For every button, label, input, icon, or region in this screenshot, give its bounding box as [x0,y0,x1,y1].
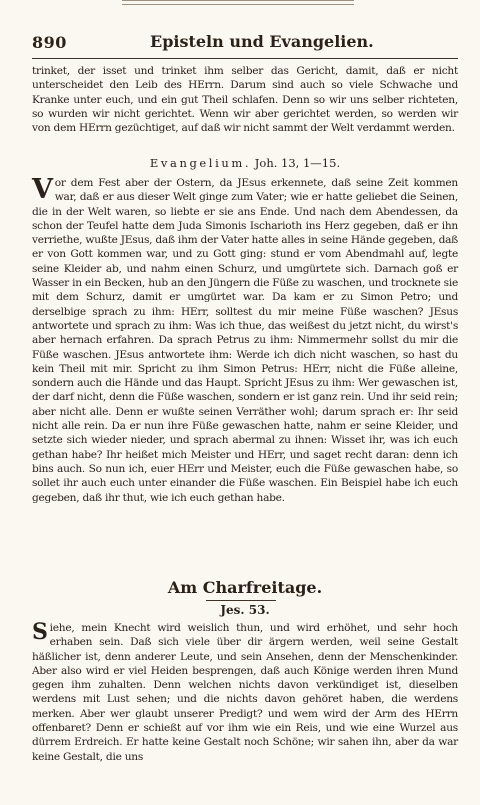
isaiah-reference: Jes. 53. [220,603,270,617]
gospel-text: or dem Fest aber der Ostern, da JEsus erkennete, daß seine Zeit kommen war, daß er aus dieser Welt ginge zum Vater; wie er hatte geliebet die Seinen, die in der Welt waren, so liebte er sie ans Ende. Und nach dem Abendessen, da schon der Teufel hatte dem Juda Simonis Ischarioth ins Herz gegeben, daß er ihn verriethe, wußte JEsus, daß ihm der Vater hatte alles in seine Hände gegeben, daß er von Gott kommen war, und zu Gott ging: stund er vom Abendmahl auf, legte seine Kleider ab, und nahm einen Schurz, und umgürtete sich. Darnach goß er Wasser in ein Becken, hub an den Jüngern die Füße zu waschen, und trocknete sie mit dem Schurz, damit er umgürtet war. Da kam er zu Simon Petro; und derselbige sprach zu ihm: HErr, solltest du mir meine Füße waschen? JEsus antwortete und sprach zu ihm: Was ich thue, das weißest du jetzt nicht, du wirst's aber hernach erfahren. Da sprach Petrus zu ihm: Nimmermehr sollst du mir die Füße waschen. JEsus antwortete ihm: Werde ich dich nicht waschen, so hast du kein Theil mit mir. Spricht zu ihm Simon Petrus: HErr, nicht die Füße alleine, sondern auch die Hände und das Haupt. Spricht JEsus zu ihm: Wer gewaschen ist, der darf nicht, denn die Füße waschen, sondern er ist ganz rein. Und ihr seid rein; aber nicht alle. Denn er wußte seinen Verräther wohl; darum sprach er: Ihr seid nicht alle rein. Da er nun ihre Füße gewaschen hatte, nahm er seine Kleider, und setzte sich wieder nieder, und sprach abermal zu ihnen: Wisset ihr, was ich euch gethan habe? Ihr heißet mich Meister und HErr, und saget recht daran: denn ich bins auch. So nun ich, euer HErr und Meister, euch die Füße gewaschen habe, so sollet ihr auch euch unter einander die Füße waschen. Ein Beispiel habe ich euch gegeben, daß ihr thut, wie ich euch gethan habe. [32,177,459,504]
top-border-fragment [122,0,354,5]
epistle-continuation: trinket, der isset und trinket ihm selber das Gericht, damit, daß er nicht unterscheidet den Leib des HErrn. Darum sind auch so viele Schwache und Kranke unter euch, und ein gut Theil schlafen. Denn so wir uns selber richteten, so wurden wir nicht gerichtet. Wenn wir aber gerichtet werden, so werden wir von dem HErrn gezüchtiget, auf daß wir nicht sammt der Welt verdammt werden. [32,65,458,135]
running-head [32,33,458,57]
page-number: 890 [32,33,67,52]
header-rule [32,58,458,59]
section-rule [206,600,276,601]
good-friday-heading: Am Charfreitage. [167,578,323,597]
gospel-text-block [32,176,458,505]
running-title: Episteln und Evangelien. [150,32,374,51]
isaiah-text: iehe, mein Knecht wird weislich thun, und wird erhöhet, und sehr hoch erhaben sein. Daß sich viele über dir ärgern werden, weil seine Gestalt häßlicher ist, denn anderer Leute, und sein Ansehen, denn der Menschenkinder. Aber also wird er viel Heiden besprengen, daß auch Könige werden ihren Mund gegen ihm zuhalten. Denn welchen nichts davon verkündiget ist, dieselben werdens mit Lust sehen; und die nichts davon gehöret haben, die werdens merken. Aber wer glaubt unserer Predigt? und wem wird der Arm des HErrn offenbaret? Denn er schießt auf vor ihm wie ein Reis, und wie eine Wurzel aus dürrem Erdreich. Er hatte keine Gestalt noch Schöne; wir sahen ihn, aber da war keine Gestalt, die uns [32,622,458,763]
isaiah-dropcap: S [32,619,48,645]
gospel-reference: Joh. 13, 1—15. [254,156,341,170]
gospel-heading [32,156,458,170]
isaiah-text-block [32,621,458,764]
gospel-dropcap: V [32,174,53,205]
gospel-label: Evangelium. [149,156,252,170]
